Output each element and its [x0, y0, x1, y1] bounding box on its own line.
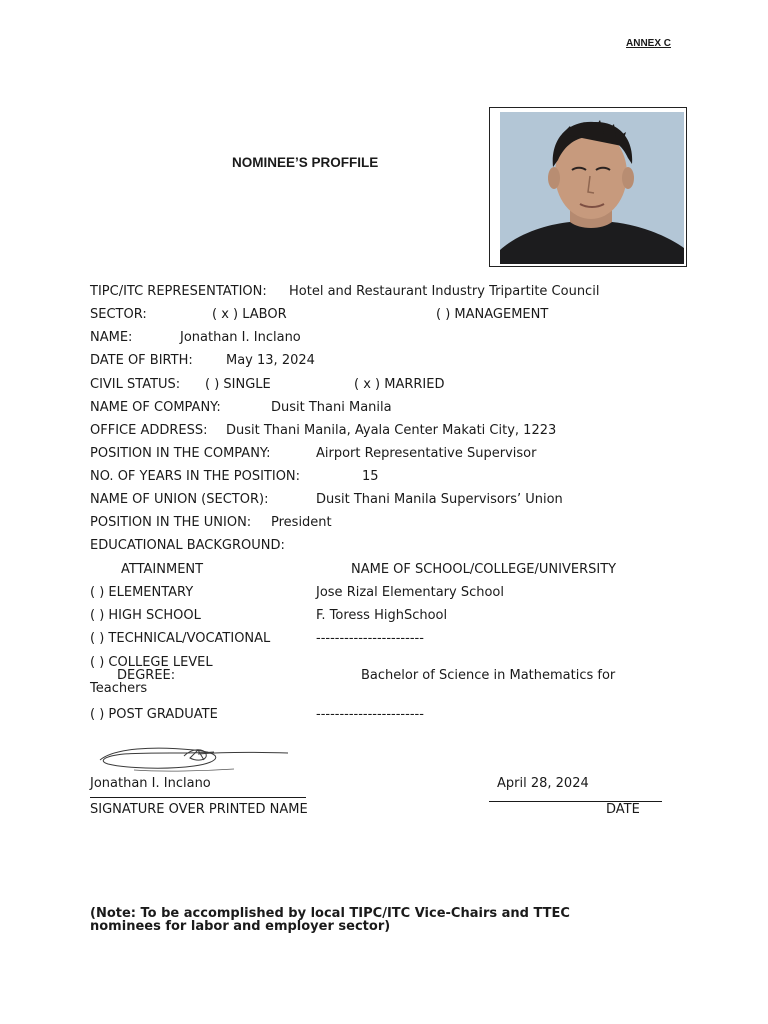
- tipc-representation-label: TIPC/ITC REPRESENTATION:: [90, 284, 267, 299]
- date-value: April 28, 2024: [497, 776, 589, 791]
- degree-value-continued: Teachers: [90, 681, 148, 696]
- nominee-photo-frame: [489, 107, 687, 267]
- company-value: Dusit Thani Manila: [271, 400, 392, 415]
- high-school-option: ( ) HIGH SCHOOL: [90, 608, 201, 623]
- handwritten-signature: [94, 740, 294, 774]
- company-label: NAME OF COMPANY:: [90, 400, 221, 415]
- years-in-position-label: NO. OF YEARS IN THE POSITION:: [90, 469, 301, 484]
- educational-background-label: EDUCATIONAL BACKGROUND:: [90, 538, 285, 553]
- school-column-header: NAME OF SCHOOL/COLLEGE/UNIVERSITY: [351, 562, 617, 577]
- signature-caption: SIGNATURE OVER PRINTED NAME: [90, 802, 308, 817]
- union-name-label: NAME OF UNION (SECTOR):: [90, 492, 269, 507]
- signature-line: [90, 797, 306, 798]
- attainment-column-header: ATTAINMENT: [121, 562, 204, 577]
- technical-vocational-option: ( ) TECHNICAL/VOCATIONAL: [90, 631, 271, 646]
- company-position-label: POSITION IN THE COMPANY:: [90, 446, 271, 461]
- page-title: NOMINEE’S PROFFILE: [232, 155, 379, 170]
- union-name-value: Dusit Thani Manila Supervisors’ Union: [316, 492, 563, 507]
- sector-label: SECTOR:: [90, 307, 147, 322]
- printed-name: Jonathan I. Inclano: [90, 776, 211, 791]
- civil-single-option: ( ) SINGLE: [205, 377, 271, 392]
- degree-value: Bachelor of Science in Mathematics for: [361, 668, 616, 683]
- office-address-value: Dusit Thani Manila, Ayala Center Makati City, 1223: [226, 423, 557, 438]
- company-position-value: Airport Representative Supervisor: [316, 446, 537, 461]
- sector-labor-option: ( x ) LABOR: [212, 307, 287, 322]
- civil-married-option: ( x ) MARRIED: [354, 377, 445, 392]
- elementary-school: Jose Rizal Elementary School: [316, 585, 504, 600]
- annex-label: ANNEX C: [626, 38, 672, 49]
- nominee-photo: [500, 112, 684, 264]
- note-text: (Note: To be accomplished by local TIPC/ITC Vice-Chairs and TTEC nominees for labor and employer sector): [90, 906, 570, 934]
- tipc-representation-value: Hotel and Restaurant Industry Tripartite Council: [289, 284, 600, 299]
- post-graduate-school: -----------------------: [316, 707, 424, 722]
- years-in-position-value: 15: [362, 469, 379, 484]
- date-of-birth-label: DATE OF BIRTH:: [90, 353, 193, 368]
- name-label: NAME:: [90, 330, 133, 345]
- high-school-name: F. Toress HighSchool: [316, 608, 448, 623]
- technical-vocational-school: -----------------------: [316, 631, 424, 646]
- union-position-value: President: [271, 515, 332, 530]
- date-of-birth-value: May 13, 2024: [226, 353, 315, 368]
- date-caption: DATE: [606, 802, 640, 817]
- college-level-option: ( ) COLLEGE LEVEL: [90, 655, 213, 670]
- civil-status-label: CIVIL STATUS:: [90, 377, 181, 392]
- elementary-option: ( ) ELEMENTARY: [90, 585, 194, 600]
- union-position-label: POSITION IN THE UNION:: [90, 515, 252, 530]
- sector-management-option: ( ) MANAGEMENT: [436, 307, 549, 322]
- name-value: Jonathan I. Inclano: [180, 330, 301, 345]
- post-graduate-option: ( ) POST GRADUATE: [90, 707, 218, 722]
- degree-label: DEGREE:: [117, 668, 176, 683]
- office-address-label: OFFICE ADDRESS:: [90, 423, 208, 438]
